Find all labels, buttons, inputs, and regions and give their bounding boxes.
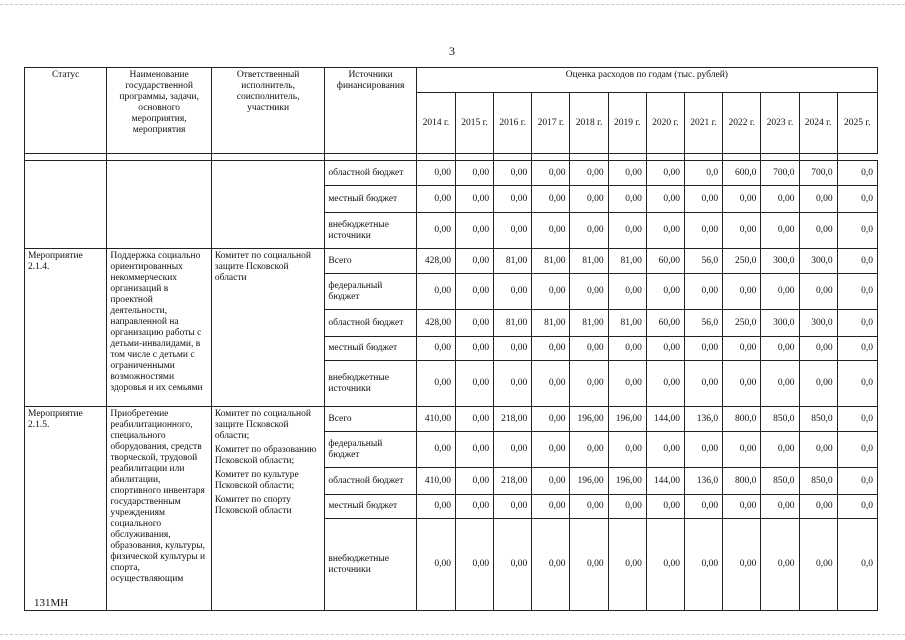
- year-header: 2022 г.: [723, 93, 761, 154]
- value-cell: 0,00: [416, 337, 455, 361]
- value-cell: 0,00: [761, 361, 799, 407]
- value-cell: 0,00: [723, 495, 761, 519]
- value-cell: 300,0: [799, 310, 837, 337]
- value-cell: 0,00: [646, 161, 684, 186]
- value-cell: 0,0: [837, 432, 877, 468]
- value-cell: 0,00: [684, 495, 722, 519]
- value-cell: 250,0: [723, 310, 761, 337]
- value-cell: 0,00: [532, 161, 570, 186]
- value-cell: 0,00: [608, 213, 646, 249]
- value-cell: 136,0: [684, 468, 722, 495]
- value-cell: 81,00: [608, 249, 646, 274]
- value-cell: 0,00: [684, 186, 722, 213]
- value-cell: 81,00: [494, 249, 532, 274]
- value-cell: 0,00: [646, 213, 684, 249]
- value-cell: 0,00: [608, 186, 646, 213]
- value-cell: 0,00: [608, 274, 646, 310]
- funding-source: областной бюджет: [325, 161, 416, 186]
- value-cell: 0,00: [684, 213, 722, 249]
- header-sources: Источники финансирования: [325, 68, 416, 154]
- value-cell: 300,0: [761, 310, 799, 337]
- footer-code: 131МН: [34, 597, 69, 609]
- value-cell: 0,00: [494, 274, 532, 310]
- continued-block: [25, 161, 878, 249]
- value-cell: 250,0: [723, 249, 761, 274]
- year-header: 2020 г.: [646, 93, 684, 154]
- value-cell: 800,0: [723, 407, 761, 432]
- top-edge: [0, 4, 905, 5]
- value-cell: 0,0: [837, 468, 877, 495]
- responsible-entity: Комитет по образованию Псковской области;: [214, 445, 317, 466]
- value-cell: 600,0: [723, 161, 761, 186]
- value-cell: 0,00: [532, 432, 570, 468]
- value-cell: 0,00: [532, 361, 570, 407]
- header-responsible: Ответственный исполнитель, соисполнитель, участники: [211, 68, 325, 154]
- value-cell: 0,00: [761, 519, 799, 611]
- value-cell: 0,0: [684, 161, 722, 186]
- name-cell: [107, 161, 211, 249]
- value-cell: 0,00: [494, 186, 532, 213]
- year-header: 2014 г.: [416, 93, 455, 154]
- funding-source: местный бюджет: [325, 186, 416, 213]
- value-cell: 0,00: [416, 432, 455, 468]
- value-cell: 0,00: [723, 274, 761, 310]
- value-cell: 0,00: [608, 161, 646, 186]
- value-cell: 196,00: [608, 407, 646, 432]
- funding-source: местный бюджет: [325, 495, 416, 519]
- value-cell: 410,00: [416, 407, 455, 432]
- value-cell: 144,00: [646, 468, 684, 495]
- value-cell: 0,00: [684, 274, 722, 310]
- value-cell: 196,00: [570, 468, 608, 495]
- year-header: 2023 г.: [761, 93, 799, 154]
- value-cell: 0,00: [570, 361, 608, 407]
- page-number: 3: [449, 44, 455, 58]
- year-header: 2016 г.: [494, 93, 532, 154]
- value-cell: 0,00: [570, 519, 608, 611]
- header-row: [25, 68, 878, 93]
- value-cell: 0,00: [532, 407, 570, 432]
- year-header: 2018 г.: [570, 93, 608, 154]
- value-cell: 0,0: [837, 213, 877, 249]
- value-cell: 0,00: [799, 274, 837, 310]
- measure-215-block: [25, 407, 878, 611]
- value-cell: 0,00: [723, 361, 761, 407]
- year-header: 2021 г.: [684, 93, 722, 154]
- value-cell: 0,00: [494, 161, 532, 186]
- funding-source: Всего: [325, 407, 416, 432]
- value-cell: 0,00: [608, 495, 646, 519]
- value-cell: 0,00: [416, 161, 455, 186]
- funding-source: федеральный бюджет: [325, 274, 416, 310]
- value-cell: 218,00: [494, 407, 532, 432]
- value-cell: 0,0: [837, 161, 877, 186]
- value-cell: 0,00: [416, 186, 455, 213]
- table-row: [25, 249, 878, 274]
- value-cell: 0,00: [455, 468, 493, 495]
- measure-status: Мероприятие 2.1.5.: [25, 407, 107, 611]
- value-cell: 0,00: [646, 519, 684, 611]
- value-cell: 81,00: [494, 310, 532, 337]
- value-cell: 428,00: [416, 310, 455, 337]
- value-cell: 0,00: [455, 186, 493, 213]
- header-estimate: Оценка расходов по годам (тыс. рублей): [416, 68, 877, 93]
- value-cell: 0,00: [455, 337, 493, 361]
- value-cell: 0,00: [494, 432, 532, 468]
- value-cell: 0,00: [608, 519, 646, 611]
- budget-table: [24, 67, 878, 611]
- value-cell: 0,00: [455, 432, 493, 468]
- value-cell: 0,00: [646, 274, 684, 310]
- value-cell: 0,00: [455, 495, 493, 519]
- value-cell: 0,00: [455, 407, 493, 432]
- measure-name: Приобретение реабилитационного, специального оборудования, средств творческой, трудовой реабилитации или абилитации, спортивного инвентаря государственным учреждениям социального обслуживания, образования, культуры, физической культуры и спорта, осуществляющим: [107, 407, 211, 611]
- value-cell: 800,0: [723, 468, 761, 495]
- responsible-entity: Комитет по спорту Псковской области: [214, 495, 292, 516]
- value-cell: 0,00: [416, 213, 455, 249]
- value-cell: 81,00: [608, 310, 646, 337]
- value-cell: 0,0: [837, 361, 877, 407]
- value-cell: 0,00: [684, 432, 722, 468]
- value-cell: 0,0: [837, 274, 877, 310]
- value-cell: 0,00: [532, 468, 570, 495]
- measure-name: Поддержка социально ориентированных некоммерческих организаций в проектной деятельности, направленной на организацию работы с детьми-инвалидами, в том числе с детьми с ограниченными возможностями здоровья и их семьями: [107, 249, 211, 407]
- value-cell: 0,00: [532, 274, 570, 310]
- header-status: Статус: [25, 68, 107, 154]
- funding-source: местный бюджет: [325, 337, 416, 361]
- value-cell: 0,00: [684, 361, 722, 407]
- value-cell: 850,0: [799, 468, 837, 495]
- value-cell: 0,00: [761, 274, 799, 310]
- value-cell: 0,00: [799, 519, 837, 611]
- value-cell: 0,0: [837, 249, 877, 274]
- value-cell: 850,0: [799, 407, 837, 432]
- table-row: [25, 161, 878, 186]
- value-cell: 0,0: [837, 519, 877, 611]
- value-cell: 0,00: [416, 274, 455, 310]
- value-cell: 0,0: [837, 495, 877, 519]
- value-cell: 0,00: [494, 337, 532, 361]
- bottom-edge: [0, 634, 905, 635]
- value-cell: 0,00: [799, 213, 837, 249]
- value-cell: 850,0: [761, 407, 799, 432]
- value-cell: 0,00: [723, 519, 761, 611]
- measure-214-block: [25, 249, 878, 407]
- value-cell: 0,00: [608, 361, 646, 407]
- value-cell: 0,00: [416, 495, 455, 519]
- year-header: 2019 г.: [608, 93, 646, 154]
- value-cell: 0,00: [570, 161, 608, 186]
- value-cell: 56,0: [684, 249, 722, 274]
- header-name: Наименование государственной программы, задачи, основного мероприятия, мероприятия: [107, 68, 211, 154]
- year-header: 2025 г.: [837, 93, 877, 154]
- value-cell: 0,00: [455, 519, 493, 611]
- value-cell: 0,00: [570, 186, 608, 213]
- value-cell: 0,00: [723, 186, 761, 213]
- value-cell: 0,00: [416, 519, 455, 611]
- value-cell: 0,00: [761, 432, 799, 468]
- value-cell: 850,0: [761, 468, 799, 495]
- value-cell: 700,0: [761, 161, 799, 186]
- value-cell: 300,0: [761, 249, 799, 274]
- value-cell: 0,0: [837, 310, 877, 337]
- value-cell: 0,00: [455, 213, 493, 249]
- value-cell: 0,00: [494, 213, 532, 249]
- funding-source: внебюджетные источники: [325, 361, 416, 407]
- responsible-entity: Комитет по культуре Псковской области;: [214, 470, 299, 491]
- value-cell: 218,00: [494, 468, 532, 495]
- measure-responsible: Комитет по социальной защите Псковской области: [211, 249, 325, 407]
- value-cell: 0,00: [799, 432, 837, 468]
- year-header: 2017 г.: [532, 93, 570, 154]
- value-cell: 0,00: [799, 495, 837, 519]
- value-cell: 0,00: [799, 186, 837, 213]
- value-cell: 0,0: [837, 337, 877, 361]
- value-cell: 0,00: [646, 432, 684, 468]
- value-cell: 136,0: [684, 407, 722, 432]
- value-cell: 0,00: [532, 495, 570, 519]
- value-cell: 0,00: [799, 337, 837, 361]
- value-cell: 144,00: [646, 407, 684, 432]
- value-cell: 0,00: [455, 274, 493, 310]
- measure-status: Мероприятие 2.1.4.: [25, 249, 107, 407]
- value-cell: 0,00: [494, 495, 532, 519]
- value-cell: 81,00: [570, 310, 608, 337]
- value-cell: 56,0: [684, 310, 722, 337]
- value-cell: 0,00: [723, 337, 761, 361]
- year-header: 2015 г.: [455, 93, 493, 154]
- value-cell: 0,00: [494, 519, 532, 611]
- value-cell: 0,00: [570, 274, 608, 310]
- value-cell: 0,00: [723, 213, 761, 249]
- value-cell: 300,0: [799, 249, 837, 274]
- responsible-entity: Комитет по социальной защите Псковской области;: [214, 409, 311, 441]
- value-cell: 0,00: [455, 361, 493, 407]
- value-cell: 0,00: [532, 337, 570, 361]
- value-cell: 0,00: [570, 432, 608, 468]
- value-cell: 410,00: [416, 468, 455, 495]
- funding-source: Всего: [325, 249, 416, 274]
- status-cell: [25, 161, 107, 249]
- value-cell: 0,00: [570, 337, 608, 361]
- value-cell: 0,00: [761, 495, 799, 519]
- funding-source: внебюджетные источники: [325, 213, 416, 249]
- value-cell: 0,00: [799, 361, 837, 407]
- value-cell: 0,00: [608, 432, 646, 468]
- value-cell: 0,00: [646, 361, 684, 407]
- value-cell: 0,00: [646, 495, 684, 519]
- value-cell: 81,00: [532, 310, 570, 337]
- value-cell: 0,00: [494, 361, 532, 407]
- value-cell: 0,00: [684, 519, 722, 611]
- value-cell: 0,00: [684, 337, 722, 361]
- value-cell: 0,00: [761, 337, 799, 361]
- value-cell: 0,00: [532, 186, 570, 213]
- value-cell: 81,00: [570, 249, 608, 274]
- value-cell: 60,00: [646, 249, 684, 274]
- value-cell: 0,00: [455, 249, 493, 274]
- value-cell: 0,0: [837, 186, 877, 213]
- value-cell: 0,00: [455, 310, 493, 337]
- value-cell: 60,00: [646, 310, 684, 337]
- value-cell: 0,00: [416, 361, 455, 407]
- value-cell: 81,00: [532, 249, 570, 274]
- value-cell: 0,00: [608, 337, 646, 361]
- value-cell: 0,00: [723, 432, 761, 468]
- value-cell: 0,00: [761, 213, 799, 249]
- value-cell: 0,00: [532, 213, 570, 249]
- value-cell: 0,00: [646, 186, 684, 213]
- value-cell: 0,00: [646, 337, 684, 361]
- value-cell: 0,0: [837, 407, 877, 432]
- responsible-cell: [211, 161, 325, 249]
- table-row: [25, 407, 878, 432]
- year-header: 2024 г.: [799, 93, 837, 154]
- value-cell: 700,0: [799, 161, 837, 186]
- value-cell: 0,00: [570, 213, 608, 249]
- value-cell: 0,00: [570, 495, 608, 519]
- funding-source: федеральный бюджет: [325, 432, 416, 468]
- funding-source: областной бюджет: [325, 468, 416, 495]
- value-cell: 196,00: [608, 468, 646, 495]
- header-gap: [25, 154, 878, 161]
- value-cell: 0,00: [532, 519, 570, 611]
- value-cell: 196,00: [570, 407, 608, 432]
- value-cell: 0,00: [455, 161, 493, 186]
- funding-source: областной бюджет: [325, 310, 416, 337]
- measure-responsible: [211, 407, 325, 611]
- value-cell: 0,00: [761, 186, 799, 213]
- funding-source: внебюджетные источники: [325, 519, 416, 611]
- value-cell: 428,00: [416, 249, 455, 274]
